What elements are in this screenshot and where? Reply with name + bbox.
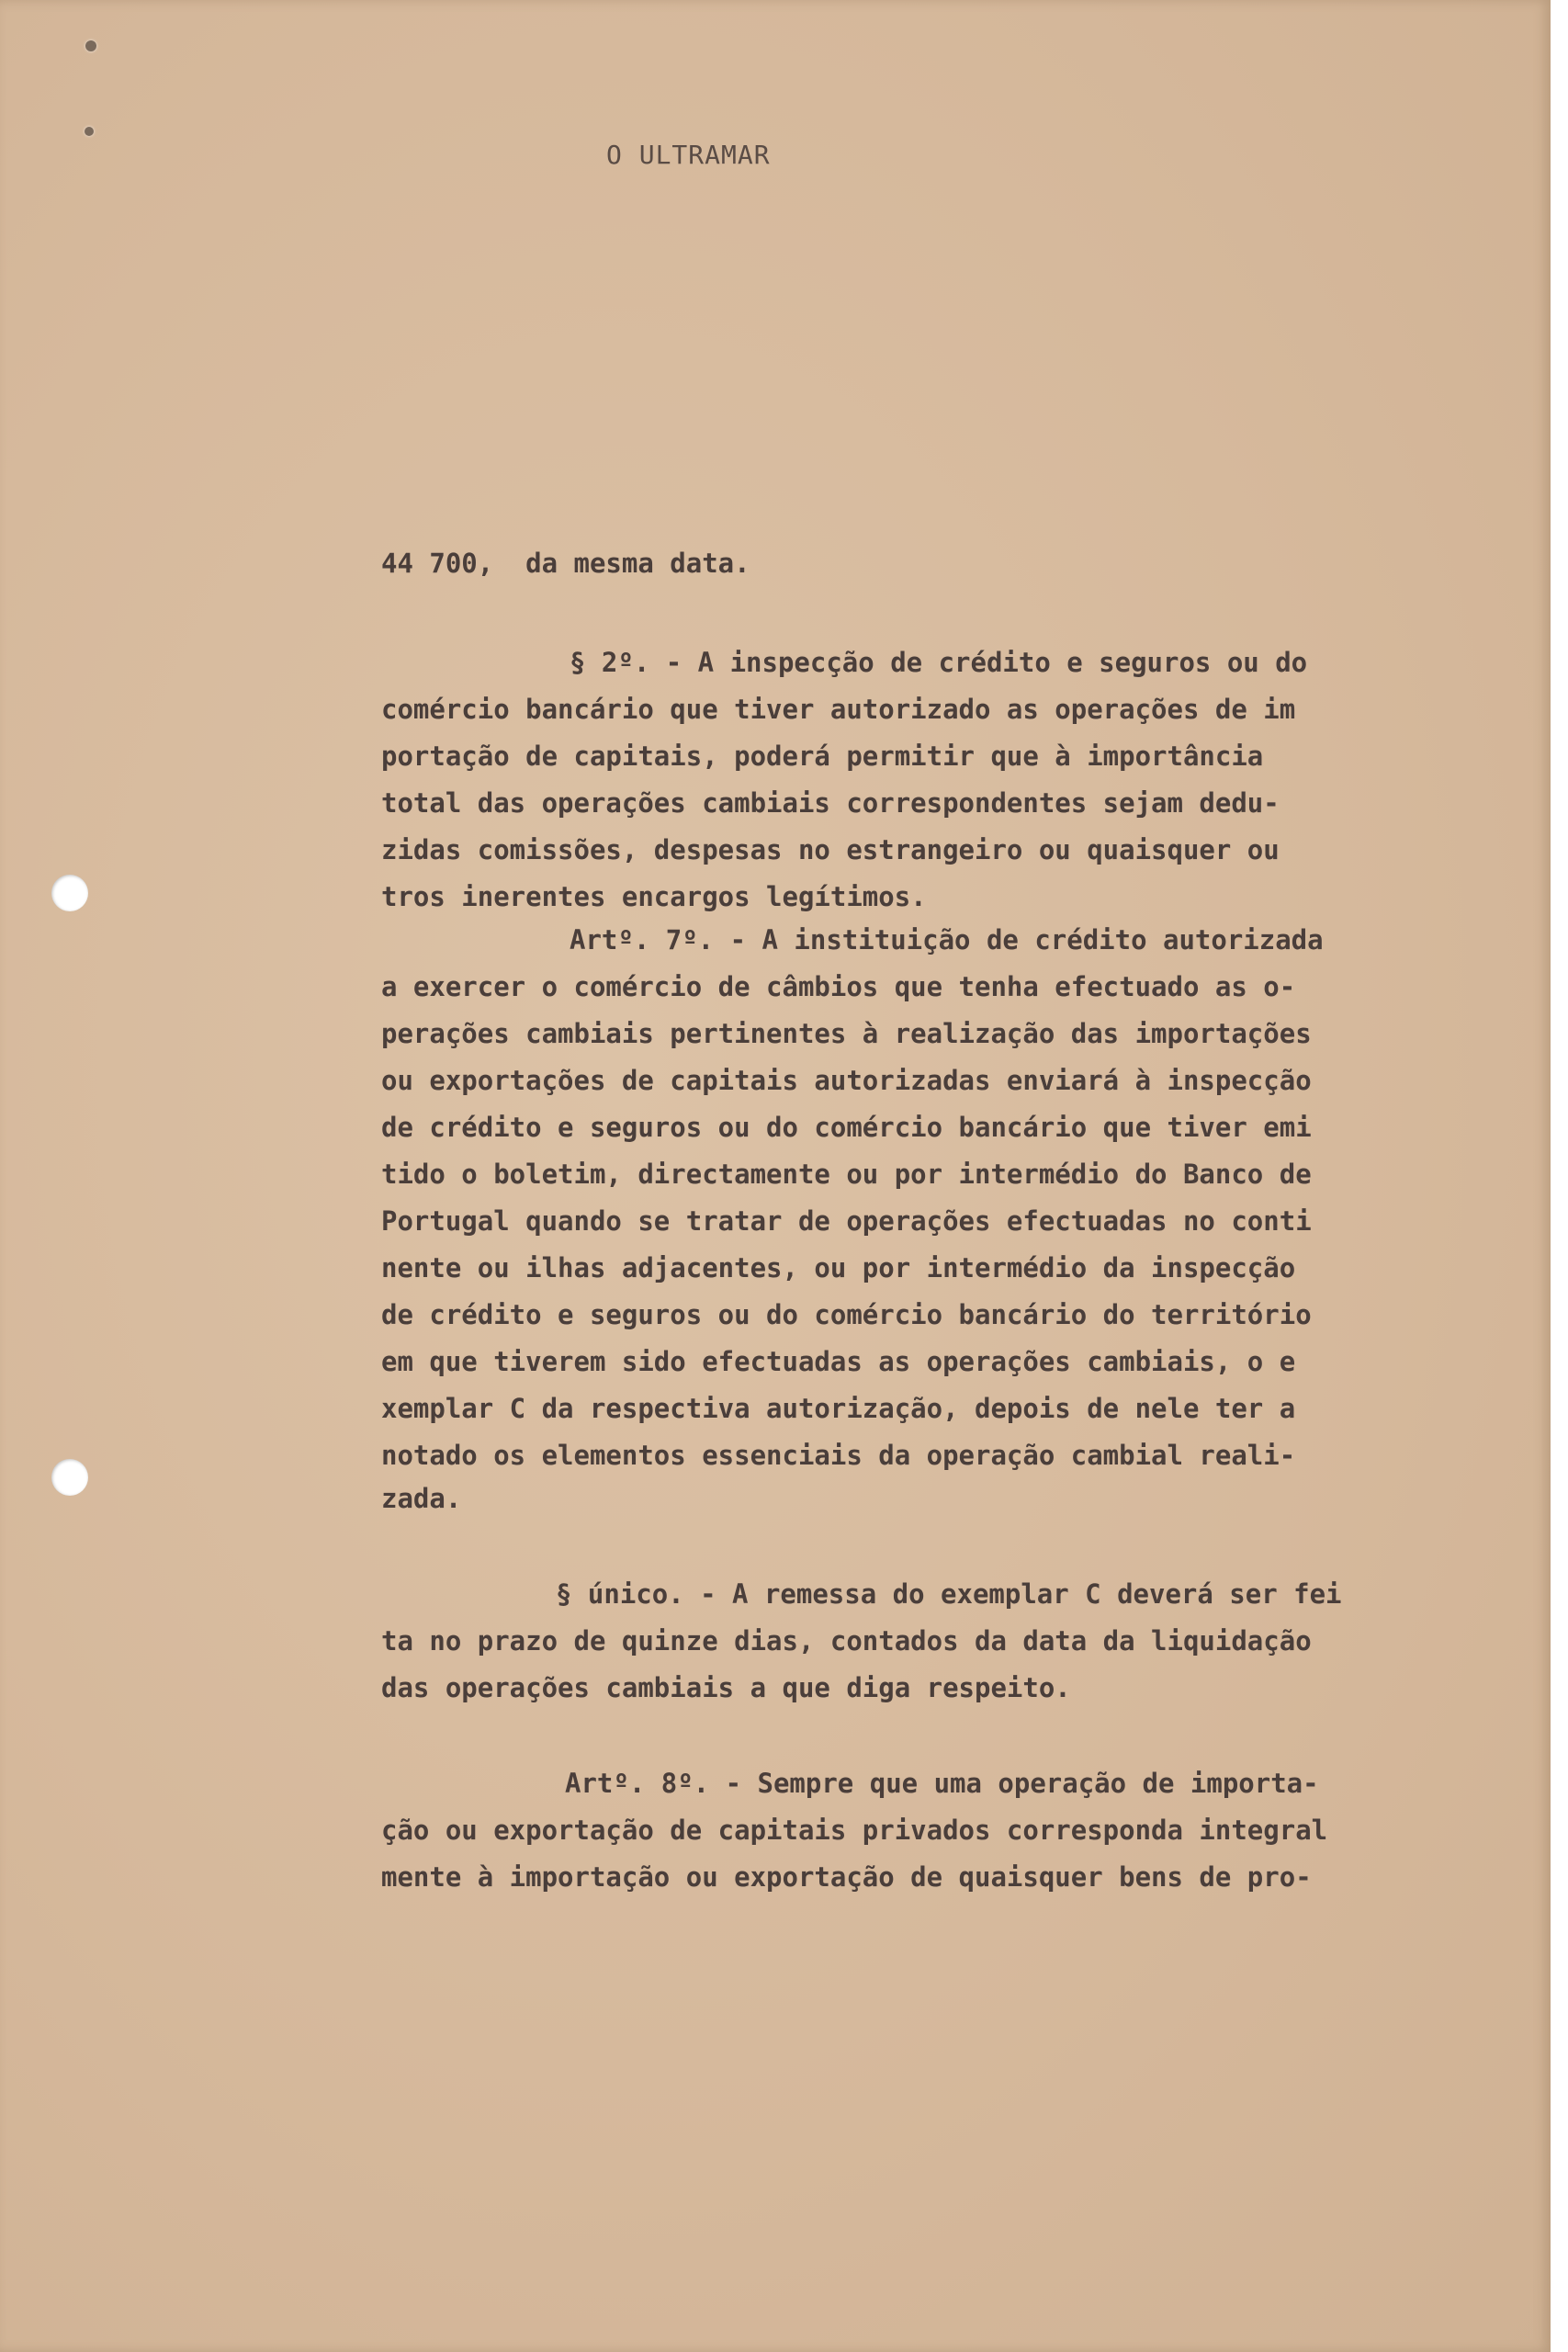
text-line: nente ou ilhas adjacentes, ou por intermédio da inspecção xyxy=(381,1252,1296,1283)
text-line: mente à importação ou exportação de quaisquer bens de pro- xyxy=(381,1861,1312,1893)
text-line: notado os elementos essenciais da operação cambial reali- xyxy=(381,1440,1296,1471)
text-line: ou exportações de capitais autorizadas enviará à inspecção xyxy=(381,1065,1312,1096)
text-line: Artº. 8º. - Sempre que uma operação de importa- xyxy=(565,1768,1319,1799)
text-line: Portugal quando se tratar de operações efectuadas no conti xyxy=(381,1205,1312,1237)
text-line: portação de capitais, poderá permitir que à importância xyxy=(381,741,1264,772)
text-line: das operações cambiais a que diga respeito. xyxy=(381,1672,1071,1703)
text-line: perações cambiais pertinentes à realização das importações xyxy=(381,1018,1312,1049)
text-line: em que tiverem sido efectuadas as operações cambiais, o e xyxy=(381,1346,1296,1377)
running-header: O ULTRAMAR xyxy=(606,140,771,170)
text-line: total das operações cambiais correspondentes sejam dedu- xyxy=(381,787,1280,819)
text-line: Artº. 7º. - A instituição de crédito autorizada xyxy=(570,924,1324,956)
text-line: zidas comissões, despesas no estrangeiro ou quaisquer ou xyxy=(381,834,1280,865)
text-line: zada. xyxy=(381,1483,462,1514)
text-line: tros inerentes encargos legítimos. xyxy=(381,881,927,912)
text-line: § 2º. - A inspecção de crédito e seguros ou do xyxy=(570,647,1308,678)
text-line: xemplar C da respectiva autorização, depois de nele ter a xyxy=(381,1393,1296,1424)
text-line: ção ou exportação de capitais privados corresponda integral xyxy=(381,1815,1328,1846)
text-line: 44 700, da mesma data. xyxy=(381,548,750,579)
text-line: a exercer o comércio de câmbios que tenha efectuado as o- xyxy=(381,971,1296,1002)
text-line: § único. - A remessa do exemplar C deverá ser fei xyxy=(556,1578,1342,1610)
scan-background xyxy=(1551,0,1568,2352)
punch-hole xyxy=(51,875,88,911)
text-line: de crédito e seguros ou do comércio bancário que tiver emi xyxy=(381,1112,1312,1143)
text-line: tido o boletim, directamente ou por intermédio do Banco de xyxy=(381,1159,1312,1190)
text-line: de crédito e seguros ou do comércio bancário do território xyxy=(381,1299,1312,1330)
staple-mark xyxy=(85,127,94,136)
punch-hole xyxy=(51,1459,88,1496)
text-line: comércio bancário que tiver autorizado as operações de im xyxy=(381,694,1296,725)
text-line: ta no prazo de quinze dias, contados da data da liquidação xyxy=(381,1625,1312,1657)
staple-mark xyxy=(85,40,96,51)
